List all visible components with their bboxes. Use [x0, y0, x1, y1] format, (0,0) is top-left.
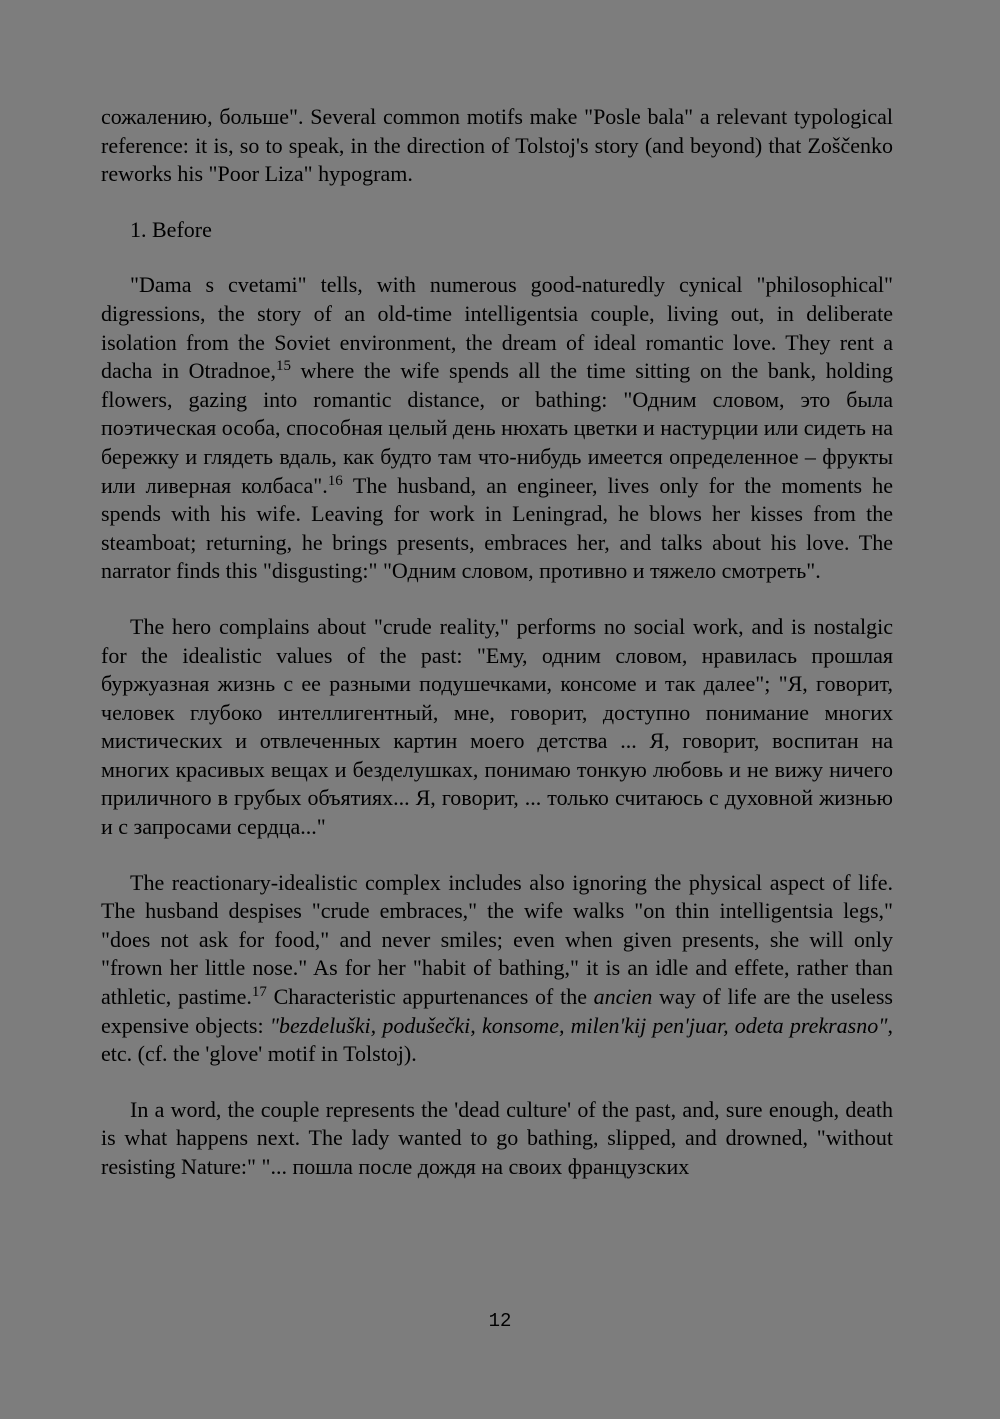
text-span: way of life are the useless expensive objects: — [101, 984, 893, 1038]
italic-text: "bezdeluški, podušečki, konsome, milen'kij pen'juar, odeta prekrasno" — [269, 1012, 888, 1038]
section-heading: 1. Before — [130, 216, 212, 242]
paragraph-continuation: сожалению, больше". Several common motifs make "Posle bala" a relevant typological reference: it is, so to speak, in the direction of Tolstoj's story (and beyond) that Zoščenko reworks his "Poor Liza" hypogram. — [101, 104, 893, 187]
page-text — [101, 103, 893, 1182]
text-span: "Dama s cvetami" tells, with numerous good-naturedly cynical "philosophical" digressions, the story of an old-time intelligentsia couple, living out, in deliberate isolation from the Soviet environment, the dream of ideal romantic love. They rent a dacha in Otradnoe, — [101, 272, 893, 384]
footnote-ref-15: 15 — [275, 358, 291, 375]
text-span: The husband, an engineer, lives only for the moments he spends with his wife. Leaving for work in Leningrad, he blows her kisses from the steamboat; returning, he brings presents, embraces her, and talks about his love. The narrator finds this "disgusting:" "Одним словом, противно и тяжело смотреть". — [101, 472, 893, 584]
text-span: Characteristic appurtenances of the — [266, 984, 594, 1010]
paragraph-reactionary-complex — [101, 869, 893, 1069]
footnote-ref-16: 16 — [327, 472, 343, 489]
text-span: The reactionary-idealistic complex includes also ignoring the physical aspect of life. The husband despises "crude embraces," the wife walks "on thin intelligentsia legs," "does not ask for food," and never smiles; even when given presents, she will only "frown her little nose." As for her "habit of bathing," it is an idle and effete, rather than athletic, pastime. — [101, 869, 893, 1010]
italic-text: ancien — [593, 984, 653, 1010]
paragraph-dama-s-cvetami — [101, 271, 893, 586]
footnote-ref-17: 17 — [251, 984, 267, 1001]
page-number: 12 — [488, 1310, 512, 1332]
text-span: where the wife spends all the time sitting on the bank, holding flowers, gazing into romantic distance, or bathing: "Одним словом, это была поэтическая особа, способная целый день нюхать цветки и настурции или сидеть на бережку и глядеть вдаль, как будто там что-нибудь имеется определенное – фрукты или ливерная колбаса". — [101, 358, 893, 498]
text-span: , etc. (cf. the 'glove' motif in Tolstoj). — [101, 1012, 893, 1067]
paragraph-dead-culture: In a word, the couple represents the 'dead culture' of the past, and, sure enough, death is what happens next. The lady wanted to go bathing, slipped, and drowned, "without resisting Nature:" "... пошла после дождя на своих французских — [101, 1096, 893, 1179]
paragraph-hero-complains: The hero complains about "crude reality," performs no social work, and is nostalgic for the idealistic values of the past: "Ему, одним словом, нравилась прошлая буржуазная жизнь с ее разными подушечками, консоме и так далее"; "Я, говорит, человек глубоко интеллигентный, мне, говорит, доступно понимание многих мистических и отвлеченных картин моего детства ... Я, говорит, воспитан на многих красивых вещах и безделушках, понимаю тонкую любовь и не вижу ничего приличного в грубых объятиях... Я, говорит, ... только считаюсь с духовной жизнью и с запросами сердца..." — [101, 613, 893, 840]
